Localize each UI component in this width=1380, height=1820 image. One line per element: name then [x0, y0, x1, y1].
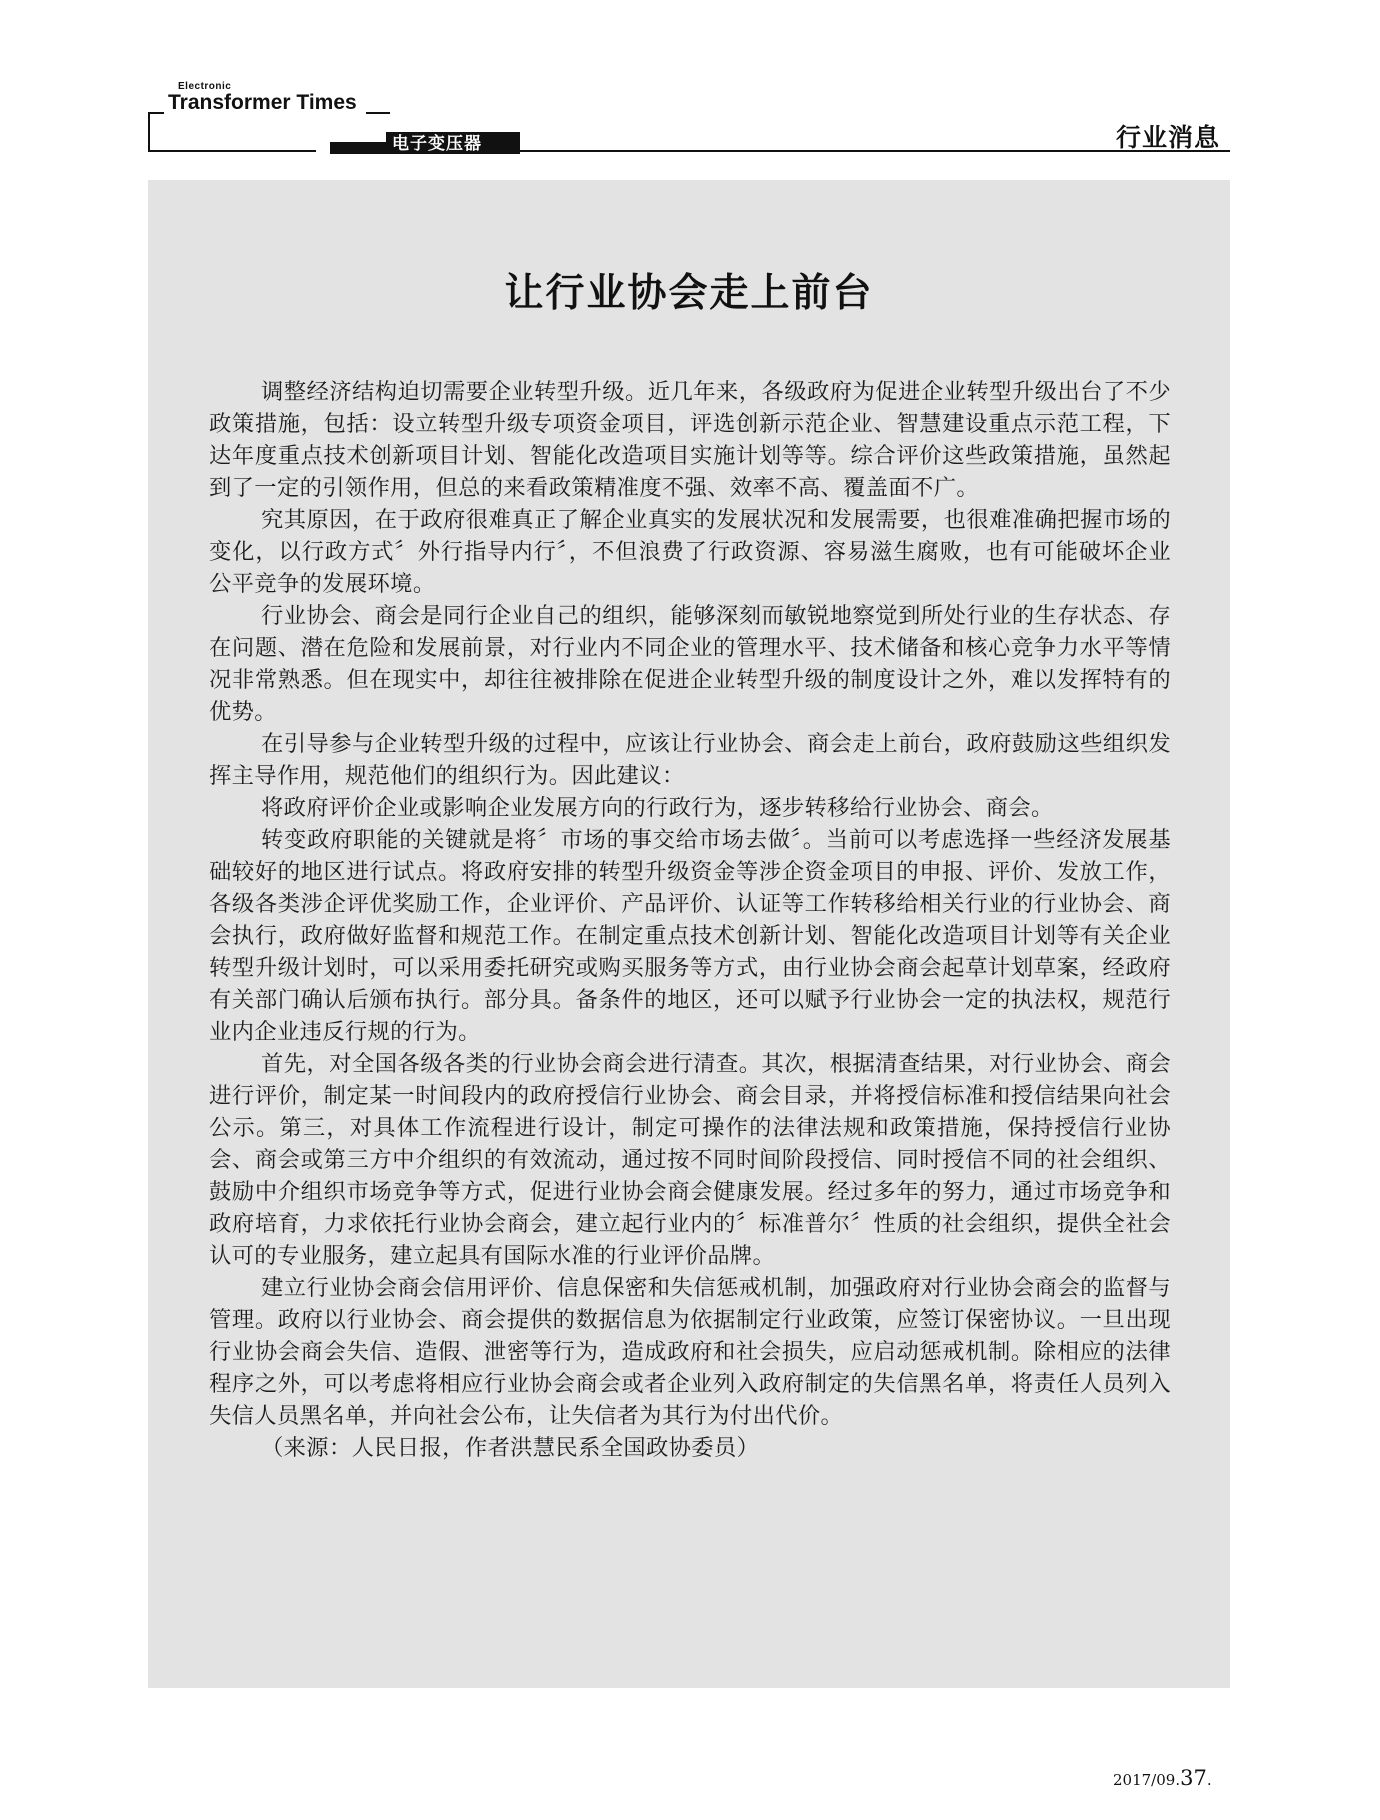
paragraph-6: 转变政府职能的关键就是将〞市场的事交给市场去做〞。当前可以考虑选择一些经济发展基础较好的地区进行试点。将政府安排的转型升级资金等涉企资金项目的申报、评价、发放工作，各级各类涉企评优奖励工作，企业评价、产品评价、认证等工作转移给相关行业的行业协会、商会执行，政府做好监督和规范工作。在制定重点技术创新计划、智能化改造项目计划等有关企业转型升级计划时，可以采用委托研究或购买服务等方式，由行业协会商会起草计划草案，经政府有关部门确认后颁布执行。部分具。备条件的地区，还可以赋予行业协会一定的执法权，规范行业内企业违反行规的行为。	[209, 827, 1171, 1045]
magazine-logo-chinese: 电子变压器	[392, 134, 482, 154]
page-number-dot: .	[1206, 1771, 1212, 1789]
header-rule-left	[148, 150, 316, 152]
header-rule-right-dash	[366, 112, 390, 114]
issue-date: 2017/09.	[1113, 1771, 1181, 1789]
paragraph-4: 在引导参与企业转型升级的过程中，应该让行业协会、商会走上前台，政府鼓励这些组织发挥主导作用，规范他们的组织行为。因此建议：	[209, 731, 1171, 789]
page-number	[1113, 1766, 1212, 1790]
section-label: 行业消息	[1116, 123, 1221, 152]
page-header	[0, 0, 1380, 170]
paragraph-3: 行业协会、商会是同行企业自己的组织，能够深刻而敏锐地察觉到所处行业的生存状态、存在问题、潜在危险和发展前景，对行业内不同企业的管理水平、技术储备和核心竞争力水平等情况非常熟悉。但在现实中，却往往被排除在促进企业转型升级的制度设计之外，难以发挥特有的优势。	[209, 603, 1171, 725]
header-rule-left-dash	[148, 112, 164, 114]
article-title: 让行业协会走上前台	[504, 271, 874, 316]
paragraph-1: 调整经济结构迫切需要企业转型升级。近几年来，各级政府为促进企业转型升级出台了不少政策措施，包括：设立转型升级专项资金项目，评选创新示范企业、智慧建设重点示范工程，下达年度重点技术创新项目计划、智能化改造项目实施计划等等。综合评价这些政策措施，虽然起到了一定的引领作用，但总的来看政策精准度不强、效率不高、覆盖面不广。	[209, 379, 1171, 501]
paragraph-8: 建立行业协会商会信用评价、信息保密和失信惩戒机制，加强政府对行业协会商会的监督与管理。政府以行业协会、商会提供的数据信息为依据制定行业政策，应签订保密协议。一旦出现行业协会商会失信、造假、泄密等行为，造成政府和社会损失，应启动惩戒机制。除相应的法律程序之外，可以考虑将相应行业协会商会或者企业列入政府制定的失信黑名单，将责任人员列入失信人员黑名单，并向社会公布，让失信者为其行为付出代价。	[209, 1275, 1171, 1429]
paragraph-5: 将政府评价企业或影响企业发展方向的行政行为，逐步转移给行业协会、商会。	[261, 795, 1054, 821]
source-note: （来源：人民日报，作者洪慧民系全国政协委员）	[261, 1435, 760, 1461]
logo-small-text: Electronic	[178, 81, 232, 92]
logo-main-text: Transformer Times	[168, 91, 357, 114]
header-bracket	[148, 112, 150, 152]
logo-band-step	[330, 132, 386, 142]
page-number-value: 37	[1180, 1766, 1207, 1790]
paragraph-7: 首先，对全国各级各类的行业协会商会进行清查。其次，根据清查结果，对行业协会、商会进行评价，制定某一时间段内的政府授信行业协会、商会目录，并将授信标准和授信结果向社会公示。第三，对具体工作流程进行设计，制定可操作的法律法规和政策措施，保持授信行业协会、商会或第三方中介组织的有效流动，通过按不同时间阶段授信、同时授信不同的社会组织、鼓励中介组织市场竞争等方式，促进行业协会商会健康发展。经过多年的努力，通过市场竞争和政府培育，力求依托行业协会商会，建立起行业内的〞标准普尔〞性质的社会组织，提供全社会认可的专业服务，建立起具有国际水准的行业评价品牌。	[209, 1051, 1171, 1269]
paragraph-2: 究其原因，在于政府很难真正了解企业真实的发展状况和发展需要，也很难准确把握市场的变化，以行政方式〞外行指导内行〞，不但浪费了行政资源、容易滋生腐败，也有可能破坏企业公平竞争的发展环境。	[209, 507, 1171, 597]
article-body	[209, 376, 1171, 1464]
magazine-logo-english	[168, 81, 357, 114]
